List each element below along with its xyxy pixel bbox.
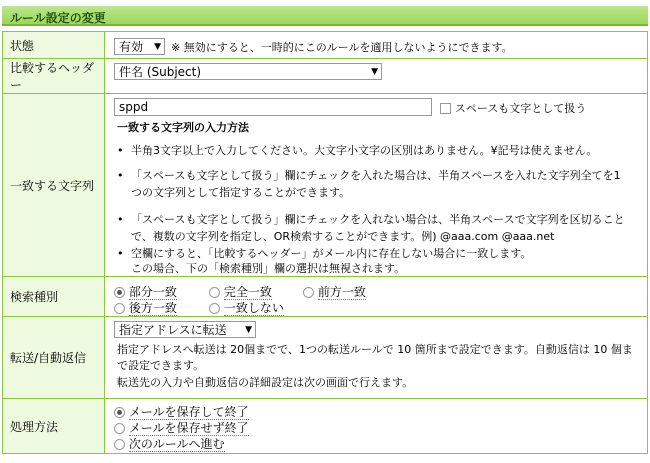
row-search-type: [3, 277, 648, 317]
radio-not-match[interactable]: [209, 303, 220, 314]
label-forward: 転送/自動返信: [3, 317, 105, 399]
row-header: [3, 59, 648, 94]
search-type-option[interactable]: 部分一致: [114, 283, 177, 300]
process-option[interactable]: メールを保存して終了: [114, 403, 249, 420]
status-note: ※ 無効にすると、一時的にこのルールを適用しないようにできます。: [171, 41, 513, 54]
section-title: ルール設定の変更: [10, 11, 106, 25]
search-type-option[interactable]: 完全一致: [209, 283, 272, 300]
value-header: [105, 59, 648, 94]
value-forward: [105, 317, 648, 399]
header-select-value: 件名 (Subject): [119, 65, 202, 79]
radio-suffix-match[interactable]: [114, 303, 125, 314]
search-type-option[interactable]: 一致しない: [209, 299, 284, 316]
row-status: [3, 32, 648, 59]
search-type-option[interactable]: 後方一致: [114, 299, 177, 316]
status-select[interactable]: [114, 38, 165, 55]
rule-settings-table: [2, 31, 648, 454]
status-select-value: 有効: [119, 40, 144, 54]
radio-save-and-end[interactable]: [114, 407, 125, 418]
section-header: [0, 0, 650, 27]
chevron-down-icon: ▼: [371, 67, 378, 77]
value-status: [105, 32, 648, 59]
search-type-option[interactable]: 前方一致: [303, 283, 366, 300]
label-process: 処理方法: [3, 399, 105, 454]
forward-desc-line: 指定アドレスへ転送は 20個までで、1つの転送ルールで 10 箇所まで設定できます。自動返信は 10 個ま: [117, 343, 633, 356]
help-item-cont: この場合、下の「検索種別」欄の選択は無視されます。: [131, 262, 406, 275]
help-item: • 半角3文字以上で入力してください。大文字小文字の区別はありません。¥記号は使えません。: [117, 144, 598, 157]
label-header: 比較するヘッダー: [3, 59, 105, 94]
space-as-char-label: スペースも文字として扱う: [454, 102, 587, 115]
match-help-heading: 一致する文字列の入力方法: [117, 121, 249, 134]
help-item: • 「スペースも文字として扱う」欄にチェックを入れない場合は、半角スペースで文字列を区切ること: [117, 213, 625, 226]
value-search-type: [105, 277, 648, 317]
row-forward: [3, 317, 648, 399]
value-match: [105, 94, 648, 277]
help-item: • 空欄にすると、「比較するヘッダー」がメール内に存在しない場合に一致します。: [117, 247, 532, 260]
radio-partial-match[interactable]: [114, 287, 125, 298]
chevron-down-icon: ▼: [245, 325, 252, 335]
row-match: [3, 94, 648, 277]
forward-desc-line: で設定できます。: [117, 359, 205, 372]
radio-exact-match[interactable]: [209, 287, 220, 298]
header-select[interactable]: [114, 63, 382, 80]
forward-select-value: 指定アドレスに転送: [119, 323, 227, 337]
label-status: 状態: [3, 32, 105, 59]
radio-next-rule[interactable]: [114, 439, 125, 450]
help-item-cont: つの文字列として指定することができます。: [131, 186, 351, 199]
forward-select[interactable]: [114, 321, 256, 338]
chevron-down-icon: ▼: [154, 42, 161, 52]
space-checkbox-group: [440, 100, 586, 116]
row-process: [3, 399, 648, 454]
help-item-cont: で、複数の文字列を指定し、OR検索することができます。例) @aaa.com @aaa.net: [131, 230, 555, 243]
radio-end-without-save[interactable]: [114, 423, 125, 434]
value-process: [105, 399, 648, 454]
radio-prefix-match[interactable]: [303, 287, 314, 298]
match-string-input[interactable]: sppd: [114, 98, 432, 116]
label-search-type: 検索種別: [3, 277, 105, 317]
help-item: • 「スペースも文字として扱う」欄にチェックを入れた場合は、半角スペースを入れた文字列全てを1: [117, 169, 621, 182]
space-as-char-checkbox[interactable]: [440, 103, 451, 114]
process-option[interactable]: 次のルールへ進む: [114, 435, 225, 452]
forward-desc-line: 転送先の入力や自動返信の詳細設定は次の画面で行えます。: [117, 376, 414, 389]
process-option[interactable]: メールを保存せず終了: [114, 419, 249, 436]
label-match: 一致する文字列: [3, 94, 105, 277]
